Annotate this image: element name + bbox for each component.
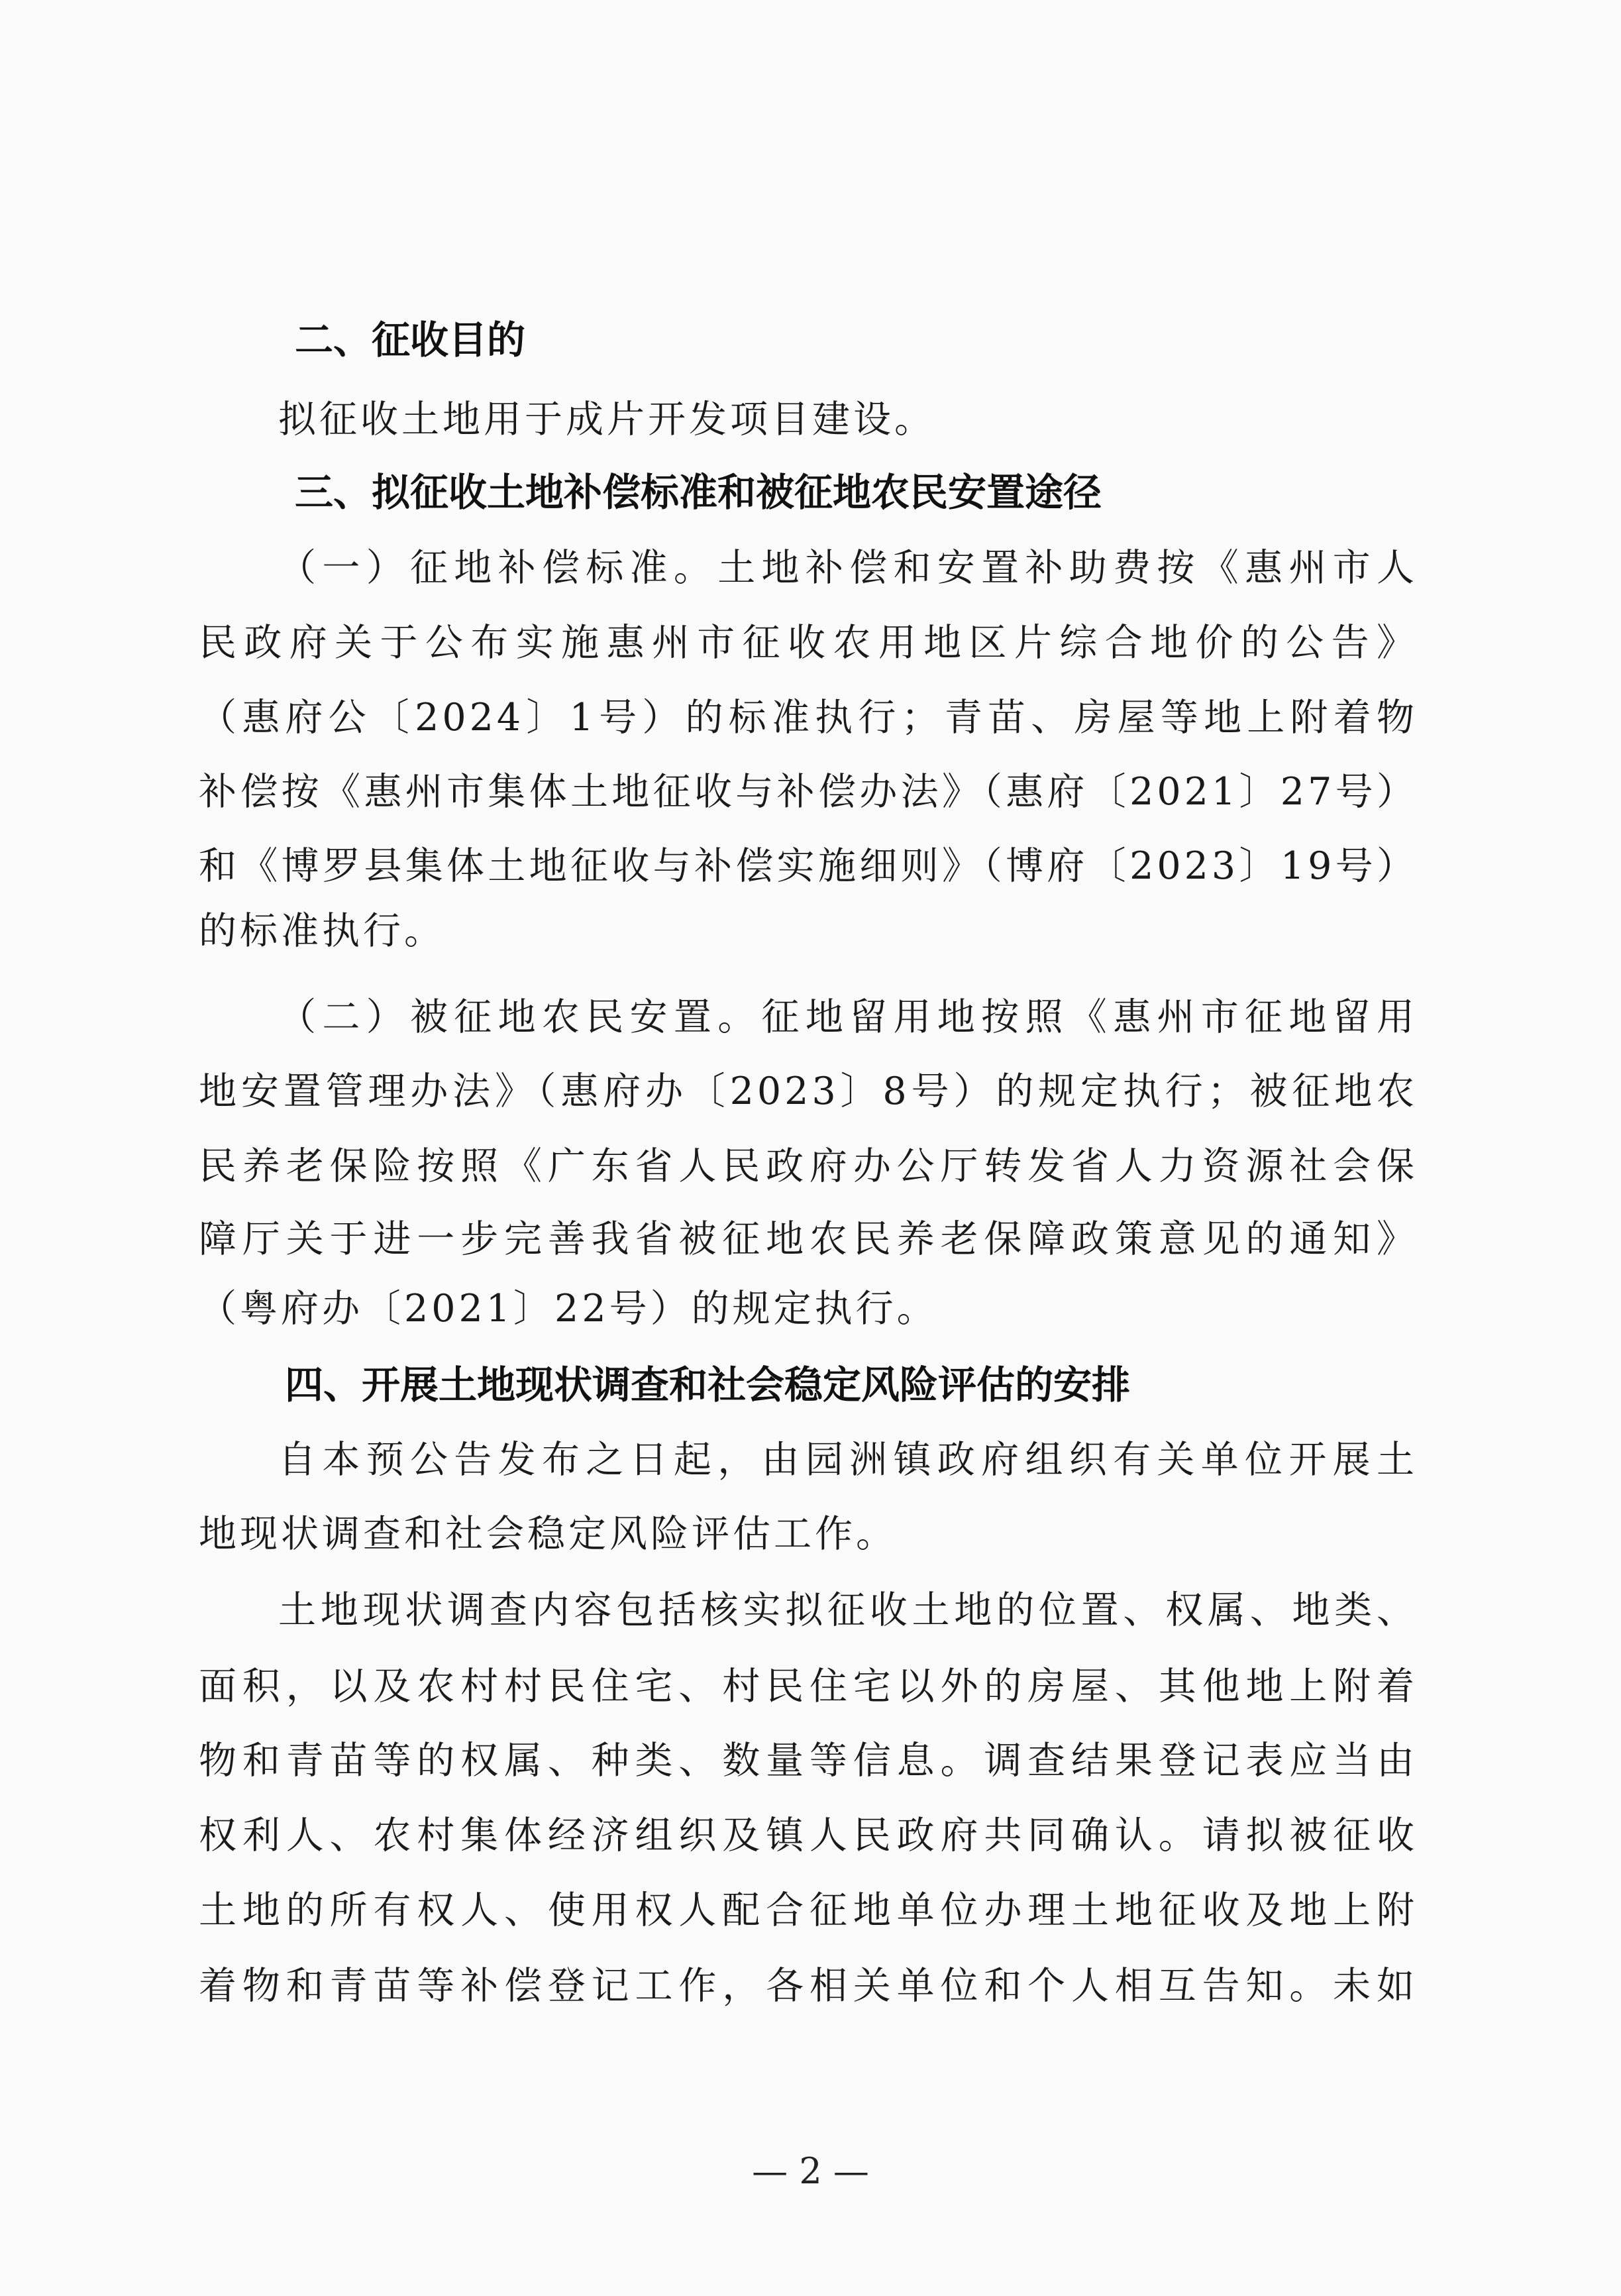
paragraph-line: 地现状调查和社会稳定风险评估工作。	[199, 1512, 897, 1556]
paragraph-line: （二）被征地农民安置。征地留用地按照《惠州市征地留用	[278, 995, 1418, 1039]
paragraph-line: 土地的所有权人、使用权人配合征地单位办理土地征收及地上附	[199, 1888, 1418, 1932]
paragraph-line: 的标准执行。	[199, 909, 445, 953]
paragraph-line: 拟征收土地用于成片开发项目建设。	[278, 398, 935, 441]
paragraph-line: 和《博罗县集体土地征收与补偿实施细则》（博府〔2023〕19号）	[199, 844, 1418, 888]
paragraph-line: 面积，以及农村村民住宅、村民住宅以外的房屋、其他地上附着	[199, 1665, 1418, 1708]
paragraph-line: （粤府办〔2021〕22号）的规定执行。	[199, 1287, 938, 1331]
paragraph-line: 地安置管理办法》（惠府办〔2023〕8号）的规定执行；被征地农	[199, 1069, 1418, 1113]
paragraph-line: （惠府公〔2024〕1号）的标准执行；青苗、房屋等地上附着物	[199, 696, 1418, 739]
paragraph-line: 着物和青苗等补偿登记工作，各相关单位和个人相互告知。未如	[199, 1964, 1418, 2008]
paragraph-line: （一）征地补偿标准。土地补偿和安置补助费按《惠州市人	[278, 546, 1418, 590]
paragraph-line: 土地现状调查内容包括核实拟征收土地的位置、权属、地类、	[278, 1588, 1418, 1632]
page-number: — 2 —	[752, 2150, 869, 2192]
paragraph-line: 民养老保险按照《广东省人民政府办公厅转发省人力资源社会保	[199, 1144, 1418, 1188]
section-heading-compensation: 三、拟征收土地补偿标准和被征地农民安置途径	[295, 470, 1102, 515]
section-heading-purpose: 二、征收目的	[295, 317, 526, 362]
paragraph-line: 障厅关于进一步完善我省被征地农民养老保障政策意见的通知》	[199, 1217, 1418, 1261]
section-heading-survey: 四、开展土地现状调查和社会稳定风险评估的安排	[285, 1362, 1131, 1407]
paragraph-line: 民政府关于公布实施惠州市征收农用地区片综合地价的公告》	[199, 621, 1418, 665]
paragraph-line: 补偿按《惠州市集体土地征收与补偿办法》（惠府〔2021〕27号）	[199, 770, 1418, 814]
paragraph-line: 物和青苗等的权属、种类、数量等信息。调查结果登记表应当由	[199, 1739, 1418, 1782]
paragraph-line: 自本预公告发布之日起，由园洲镇政府组织有关单位开展土	[278, 1438, 1418, 1482]
paragraph-line: 权利人、农村集体经济组织及镇人民政府共同确认。请拟被征收	[199, 1814, 1418, 1857]
